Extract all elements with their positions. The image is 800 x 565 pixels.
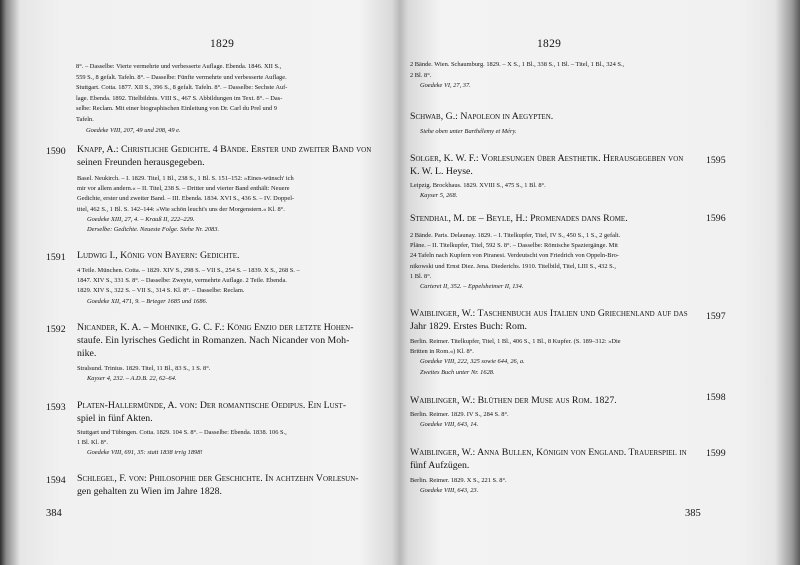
entry-number: 1596	[706, 213, 726, 224]
entry-title: Waiblinger, W.: Taschenbuch aus Italien und Griechenland auf das Jahr 1829. Erstes Buch: Rom.	[410, 308, 688, 332]
page-number: 385	[685, 508, 701, 519]
running-header-year: 1829	[537, 38, 562, 50]
entry-title: Nicander, K. A. – Mohnike, G. C. F.: König Enzio der letzte Hohen- staufe. Ein lyrisches Gedicht in Romanzen. Nach Nicander von Moh- nike.	[77, 322, 354, 359]
continuation-text: 2 Bände. Wien. Schaumburg. 1829. – X S., 1 Bl., 338 S., 1 Bl. – Titel, 1 Bl., 324 S., 2 Bl. 8°. Goedeke VI, 27, 37.	[410, 61, 625, 90]
entry-number: 1599	[706, 448, 726, 459]
entry-number: 1595	[706, 155, 726, 166]
entry-title: Knapp, A.: Christliche Gedichte. 4 Bände. Erster und zweiter Band von seinen Freunden herausgegeben.	[77, 144, 372, 168]
running-header-year: 1829	[210, 38, 235, 50]
entry-number: 1592	[46, 324, 66, 335]
continuation-text: 8°. – Dasselbe: Vierte vermehrte und verbesserte Auflage. Ebenda. 1846. XII S., 559 S., 8 gefalt. Tafeln. 8°. – Dasselbe: Fünfte vermehrte und verbesserte Auflage. Stuttgart. Cotta. 1877. XII S., 396 S., 8 gefalt. Tafeln. 8°. – Dasselbe: Sechste Auf- lage. Ebenda. 1892. Titelbildnis. VIII S., 467 S. Abbildungen im Text. 8°. – Das- selbe: Reclam. Mit einer biographischen Einleitung von Dr. Carl du Prel und 9 Tafeln. Goedeke VIII, 207, 49 und 208, 49 e.	[76, 63, 288, 134]
entry-details: 4 Teile. München. Cotta. – 1829. XIV S., 298 S. – VII S., 254 S. – 1839. X S., 268 S. – 1847. XIV S., 331 S. 8°. – Dasselbe: Zweyte, vermehrte Auflage. 2 Teile. Ebenda. 1829. XIV S., 322 S. – VII S., 314 S. Kl. 8°. – Dasselbe: Reclam. Goedeke XII, 471, 9. – Brieger 1685 und 1686.	[77, 267, 300, 305]
right-page	[402, 0, 800, 565]
entry-number: 1590	[46, 146, 66, 157]
entry-title: Stendhal, M. de – Beyle, H.: Promenades dans Rome.	[410, 213, 628, 224]
entry-details: Leipzig. Brockhaus. 1829. XVIII S., 475 S., 1 Bl. 8°. Kayser 5, 268.	[410, 182, 546, 200]
entry-number: 1597	[706, 311, 726, 322]
entry-details: Berlin. Reimer. 1829. IV S., 284 S. 8°. Goedeke VIII, 643, 14.	[410, 411, 509, 429]
entry-details: Stuttgart und Tübingen. Cotta. 1829. 104 S. 8°. – Dasselbe: Ebenda. 1838. 106 S., 1 Bl. Kl. 8°. Goedeke VIII, 691, 35: statt 1838 irrig 1898!	[77, 429, 287, 457]
entry-details: 2 Bände. Paris. Delaunay. 1829. – I. Titelkupfer, Titel, IV S., 450 S., 1 S., 2 gefalt. Pläne. – II. Titelkupfer, Titel, 592 S. 8°. – Dasselbe: Römische Spaziergänge. Mit 24 Tafeln nach Kupfern von Piranesi. Verdeutscht von Friedrich von Oppeln-Bro- nikowski und Ernst Diez. Jena. Diederichs. 1910. Titelbild, Titel, LIII S., 432 S., 1 Bl. 8°. Carteret II, 352. – Eppelsheimer II, 134.	[410, 232, 621, 291]
entry-details: Berlin. Reimer. Titelkupfer, Titel, 1 Bl., 406 S., 1 Bl., 8 Kupfer. (S. 189–312: »Die Britten in Rom.«) Kl. 8°. Goedeke VIII, 222, 325 sowie 644, 26, a. Zweites Buch unter Nr. 1628.	[410, 338, 621, 376]
entry-title: Schlegel, F. von: Philosophie der Geschichte. In achtzehn Vorlesun- gen gehalten zu Wien im Jahre 1828.	[77, 473, 359, 497]
entry-number: 1594	[46, 475, 66, 486]
entry-number: 1598	[706, 392, 726, 403]
entry-details: Berlin. Reimer. 1829. X S., 221 S. 8°. Goedeke VIII, 643, 23.	[410, 477, 507, 495]
entry-title: Solger, K. W. F.: Vorlesungen über Aesthetik. Herausgegeben von K. W. L. Heyse.	[410, 153, 684, 177]
entry-details: Stralsund. Trinius. 1829. Titel, 11 Bl., 83 S., 1 S. 8°. Kayser 4, 232. – A.D.B. 22, 62–64.	[77, 365, 211, 383]
entry-title: Ludwig I., König von Bayern: Gedichte.	[77, 250, 240, 261]
entry-details: Basel. Neukirch. – I. 1829. Titel, 1 Bl., 238 S., 1 Bl. S. 151–152: »Eines-wünsch' ich mir vor allem andern.« – II. Titel, 238 S. – Dritter und vierter Band enthält: Neuere Gedichte, erster und zweiter Band. – III. Ebenda. 1834. XVI S., 436 S. – IV. Doppel- titel, 462 S., 1 Bl. S. 142–144: »Wie schön leucht's uns der Morgenstern.« Kl. 8°. Goedeke XIII, 27, 4. – Krauß II, 222–229. Derselbe: Gedichte. Neueste Folge. Siehe Nr. 2083.	[77, 175, 295, 234]
page-number: 384	[46, 508, 62, 519]
entry-number: 1593	[46, 402, 66, 413]
entry-title: Schwab, G.: Napoleon in Aegypten.	[410, 111, 554, 122]
entry-title: Waiblinger, W.: Blüthen der Muse aus Rom. 1827.	[410, 395, 617, 406]
entry-details: Siehe oben unter Barthélemy et Méry.	[420, 128, 517, 135]
entry-number: 1591	[46, 252, 66, 263]
entry-title: Platen-Hallermünde, A. von: Der romantische Oedipus. Ein Lust- spiel in fünf Akten.	[77, 400, 347, 424]
entry-title: Waiblinger, W.: Anna Bullen, Königin von England. Trauerspiel in fünf Aufzügen.	[410, 447, 687, 471]
left-page	[0, 0, 398, 565]
